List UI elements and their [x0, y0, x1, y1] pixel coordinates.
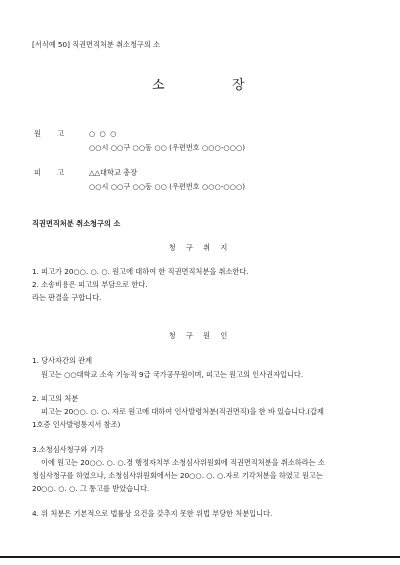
claim-cause-item-line: 이에 원고는 20○○. ○. ○.경 행정자치부 소청심사위원회에 직권면직처분을 취소하라는 소: [41, 458, 325, 467]
claim-purpose-heading: 청 구 취 지: [168, 243, 232, 252]
claim-cause-item-line: 20○○. ○. ○. 그 통고를 받았습니다.: [32, 484, 150, 493]
claim-cause-item-line: 피고는 20○○. ○. ○. 자로 원고에 대하여 인사발령처분(직권면직)을 한 바 있습니다.(갑제: [41, 407, 324, 416]
document-title-right: 장: [232, 78, 245, 93]
case-title: 직권면직처분 취소청구의 소: [32, 219, 121, 228]
plaintiff-name: ○ ○ ○: [89, 129, 118, 138]
defendant-label: 피 고: [34, 168, 72, 177]
claim-cause-item-line: 청심사청구를 하였으나, 소청심사위원회에서는 20○○. ○. ○.자로 기각처분을 하였고 원고는: [32, 471, 323, 480]
claim-cause-item-title: 1. 당사자간의 관계: [32, 356, 93, 365]
claim-cause-heading: 청 구 원 인: [168, 331, 232, 340]
claim-cause-item-line: 1호증 인사발령통지서 참조): [32, 420, 121, 429]
plaintiff-label: 원 고: [34, 129, 72, 138]
claim-cause-item-title: 3.소청심사청구와 기각: [32, 445, 104, 454]
claim-cause-item-title: 4. 위 처분은 기본적으로 법률상 요건을 갖추지 못한 위법 부당한 처분입니다.: [32, 509, 273, 518]
bottom-rule: [0, 556, 400, 558]
claim-purpose-line: 라는 판결을 구합니다.: [32, 293, 102, 302]
document-title-left: 소: [152, 78, 165, 93]
defendant-address: ○○시 ○○구 ○○동 ○○ (우편번호 ○○○-○○○): [89, 182, 246, 191]
claim-cause-item-line: 원고는 ○○대학교 소속 기능직 9급 국가공무원이며, 피고는 원고의 인사권자입니다.: [41, 370, 304, 379]
claim-cause-item-title: 2. 피고의 처분: [32, 394, 79, 403]
form-label: [서식예 50] 직권면직처분 취소청구의 소: [32, 40, 161, 49]
plaintiff-address: ○○시 ○○구 ○○동 ○○ (우편번호 ○○○-○○○): [89, 143, 246, 152]
claim-purpose-line: 1. 피고가 20○○. ○. ○. 원고에 대하여 한 직권면직처분을 취소한다.: [32, 267, 249, 276]
defendant-name: △△대학교 총장: [89, 168, 138, 177]
claim-purpose-line: 2. 소송비용은 피고의 부담으로 한다.: [32, 280, 148, 289]
